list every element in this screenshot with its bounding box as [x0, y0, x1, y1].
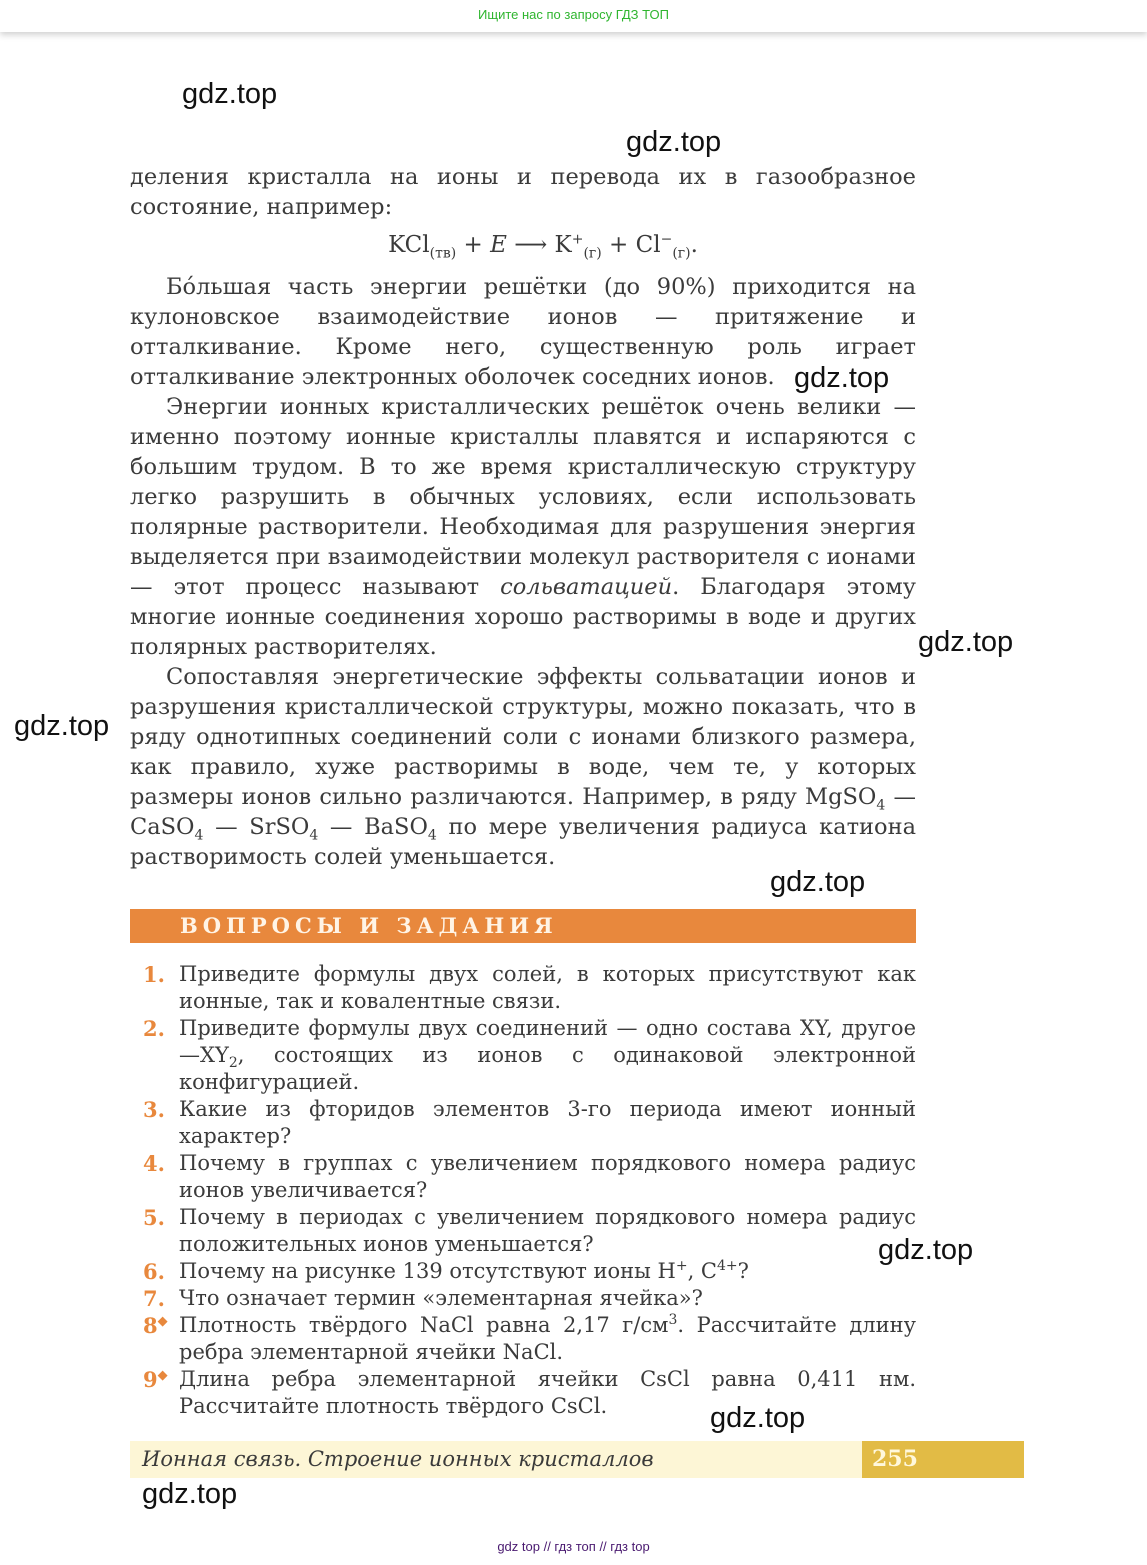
watermark: gdz.top — [770, 866, 866, 898]
link-gdz-top-ru[interactable]: гдз топ — [554, 1539, 596, 1554]
questions-header: ВОПРОСЫ И ЗАДАНИЯ — [130, 909, 916, 943]
question-9: 9◆ Длина ребра элементарной ячейки CsCl равна 0,411 нм. Рассчитайте плотность твёрдого CsCl. — [143, 1367, 916, 1418]
paragraph-4: Сопоставляя энергетические эффекты сольватации ионов и разрушения кристаллической структуры, можно показать, что в ряду однотипных соединений соли с ионами близкого размера, как правило, хуже растворимы в воде, чем те, у которых размеры ионов сильно различаются. Например, в ряду MgSO$_4$ — CaSO$_4$ — SrSO$_4$ — BaSO$_4$ по мере увеличения радиуса катиона растворимость солей уменьшается. — [130, 664, 917, 870]
question-2: 2. Приведите формулы двух соединений — одно состава XY, другое $—XY_2$, состоящих из ионов с одинаковой электронной конфигурацией. — [143, 1016, 916, 1094]
question-5: 5. Почему в периодах с увеличением порядкового номера радиус положительных ионов уменьшается? — [143, 1205, 916, 1256]
question-3: 3. Какие из фторидов элементов 3-го периода имеют ионный характер? — [143, 1097, 916, 1148]
main-text — [130, 162, 916, 872]
link-gdz-top[interactable]: gdz top — [497, 1539, 540, 1554]
paragraph-1: деления кристалла на ионы и перевода их в газообразное состояние, например: — [130, 164, 916, 220]
watermark: gdz.top — [14, 710, 110, 742]
questions-list — [130, 961, 916, 1420]
question-4: 4. Почему в группах с увеличением порядкового номера радиус ионов увеличивается? — [143, 1151, 916, 1202]
watermark: gdz.top — [918, 626, 1014, 658]
paragraph-3: Энергии ионных кристаллических решёток очень велики — именно поэтому ионные кристаллы плавятся и испаряются с большим трудом. В то же время кристаллическую структуру легко разрушить в обычных условиях, если использовать полярные растворители. Необходимая для разрушения энергия выделяется при взаимодействии молекул растворителя с ионами — этот процесс называют сольватацией. Благодаря этому многие ионные соединения хорошо растворимы в воде и других полярных растворителях. — [130, 394, 917, 660]
bottom-links: gdz top // гдз топ // гдз top — [497, 1539, 650, 1554]
watermark: gdz.top — [182, 78, 278, 110]
top-banner-text[interactable]: Ищите нас по запросу ГДЗ ТОП — [478, 7, 669, 22]
question-6: 6. Почему на рисунке 139 отсутствуют ионы H+, $C^{4+}$? — [143, 1258, 749, 1284]
question-1: 1. Приведите формулы двух солей, в которых присутствуют как ионные, так и ковалентные связи. — [143, 962, 916, 1013]
page-footer — [130, 1441, 1024, 1478]
watermark: gdz.top — [626, 126, 722, 158]
formula: KCl$_{(тв)}$ + E ⟶ $K^+_{(г)} + Cl^-_{(г)}$. — [388, 231, 698, 262]
link-gdz-top-mixed[interactable]: гдз top — [610, 1539, 650, 1554]
watermark: gdz.top — [710, 1402, 806, 1434]
chapter-title: Ионная связь. Строение ионных кристаллов — [130, 1441, 862, 1478]
paragraph-2: Бо́льшая часть энергии решётки (до 90%) приходится на кулоновское взаимодействие ионов — притяжение и отталкивание. Кроме него, существенную роль играет отталкивание электронных оболочек соседних ионов. — [130, 274, 916, 390]
diamond-icon: ◆ — [157, 1314, 168, 1329]
watermark: gdz.top — [878, 1234, 974, 1266]
diamond-icon: ◆ — [157, 1368, 168, 1383]
page-number: 255 — [862, 1441, 1024, 1478]
question-8: 8◆ Плотность твёрдого NaCl равна 2,17 $г/см^3$. Рассчитайте длину ребра элементарной ячейки NaCl. — [143, 1312, 916, 1364]
top-banner — [0, 0, 1147, 32]
question-7: 7. Что означает термин «элементарная ячейка»? — [143, 1286, 703, 1311]
watermark: gdz.top — [794, 362, 890, 394]
watermark: gdz.top — [142, 1478, 238, 1510]
